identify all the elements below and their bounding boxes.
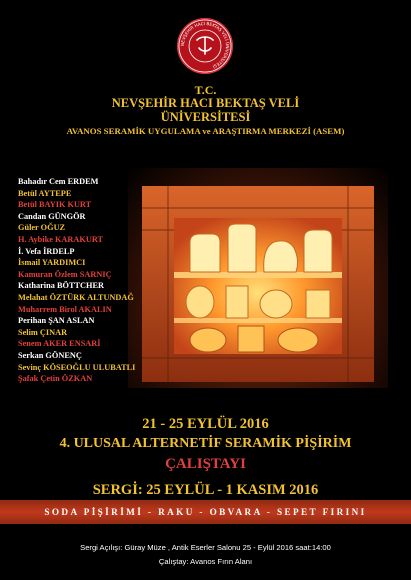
university-name-line2: ÜNİVERSİTESİ [160,110,251,124]
participant-name: Betül AYTEPE [18,188,72,198]
participant-name: Melahat ÖZTÜRK ALTUNDAĞ [18,292,134,302]
university-name-line1: NEVŞEHİR HACI BEKTAŞ VELİ [111,96,300,110]
exhibition-opening-info: Sergi Açılışı: Güray Müze , Antik Eserler Salonu 25 - Eylül 2016 saat:14:00 [80,543,331,552]
tc-label: T.C. [194,83,217,97]
techniques-band: SODA PİŞİRİMİ - RAKU - OBVARA - SEPET FIRINI [0,500,411,524]
participant-name: Sevinç KÖSEOĞLU ULUBATLI [18,362,136,372]
participant-name: H. Aybike KARAKURT [18,234,104,244]
participant-name: Senem AKER ENSARİ [18,339,101,349]
participant-name: Şafak Çetin ÖZKAN [18,374,93,384]
participant-name: Güler OĞUZ [18,223,66,233]
workshop-title-line2: ÇALIŞTAYI [165,456,246,472]
participant-name: Muharrem Birol AKALIN [18,304,112,314]
participant-name: İ. Vefa İRDELP [18,246,75,256]
participant-name: Serkan GÖNENÇ [18,350,82,360]
participant-list [18,176,218,385]
workshop-dates: 21 - 25 EYLÜL 2016 [142,416,269,432]
participant-name: Selim ÇINAR [18,327,68,337]
research-center-name: AVANOS SERAMİK UYGULAMA ve ARAŞTIRMA MERKEZİ (ASEM) [66,126,345,136]
participant-name: Bahadır Cem ERDEM [18,177,99,186]
participant-name: Kamuran Özlem SARNIÇ [18,269,112,279]
university-seal-icon [177,18,233,74]
workshop-title-line1: 4. ULUSAL ALTERNETİF SERAMİK PİŞİRİM [59,436,352,451]
participant-name: Katharina BÖTTCHER [18,281,104,291]
participant-name: Betül BAYIK KURT [18,200,92,210]
logo-ring-text: NEVŞEHİR HACI BEKTAŞ VELİ ÜNİVERSİTESİ [179,20,231,70]
participant-name: Perihan ŞAN ASLAN [18,316,95,326]
participant-name: İsmail YARDIMCI [18,258,86,268]
workshop-location: Çalıştay: Avanos Fırın Alanı [158,557,253,566]
university-logo [177,18,233,74]
exhibition-dates: SERGİ: 25 EYLÜL - 1 KASIM 2016 [92,482,319,498]
participant-name: Candan GÜNGÖR [18,211,86,221]
